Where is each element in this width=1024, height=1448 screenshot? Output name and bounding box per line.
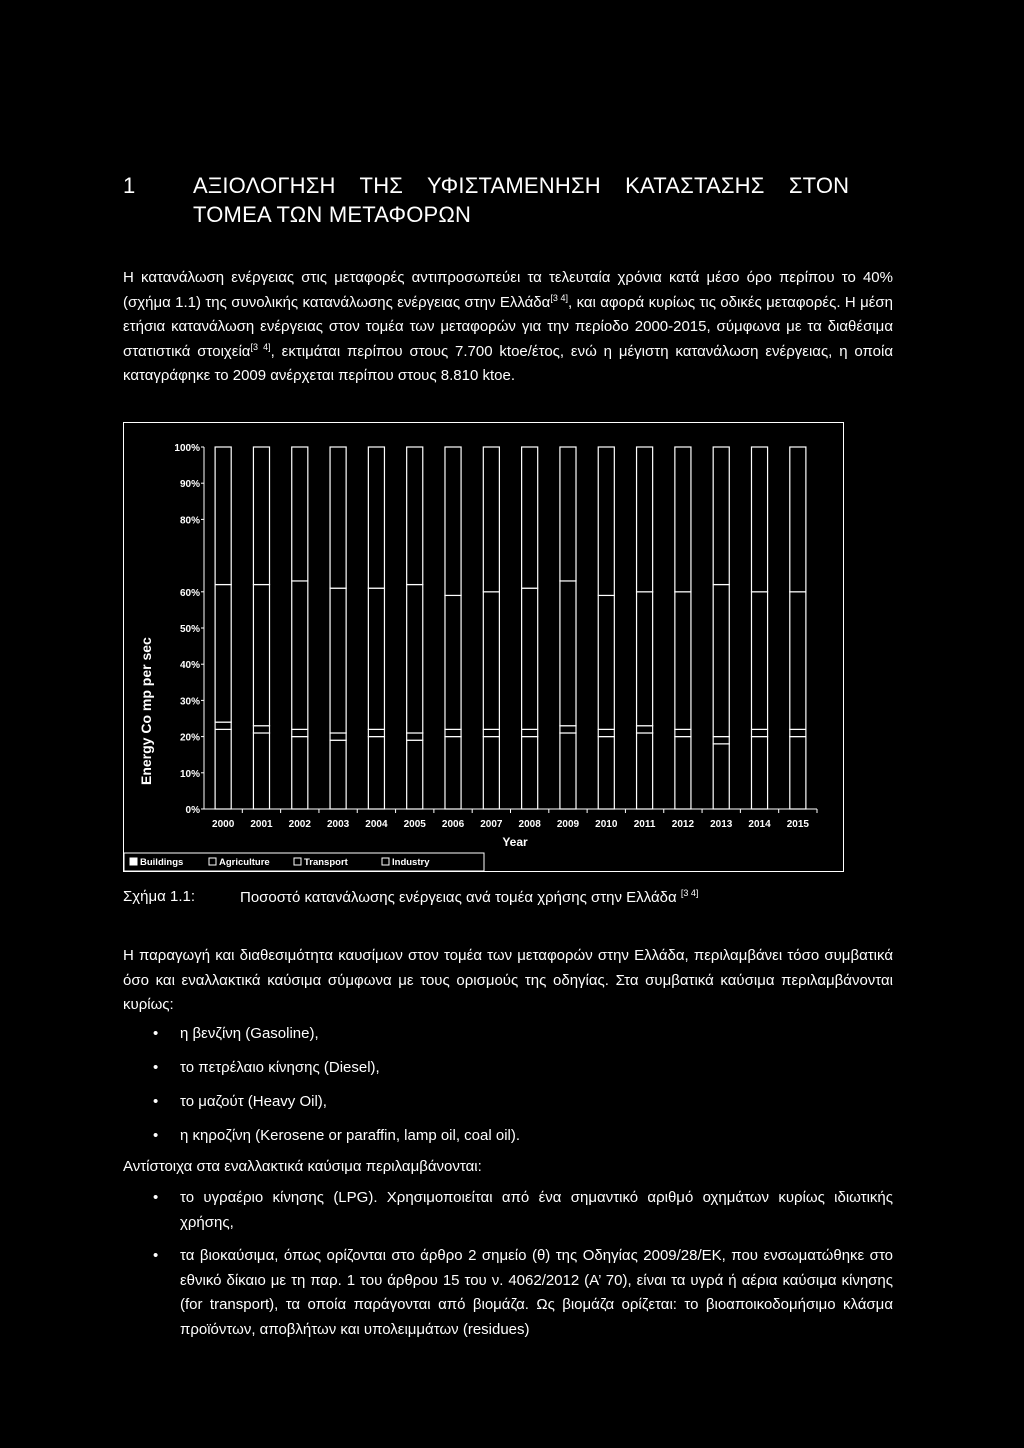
y-tick-label: 80% (179, 515, 200, 527)
x-tick-label: 2005 (403, 819, 426, 830)
bar-segment-transport (215, 585, 231, 723)
bar-segment-industry (215, 447, 231, 585)
bar-segment-transport (522, 588, 538, 729)
bar-segment-buildings (598, 737, 614, 809)
reference-marker: [3 4] (680, 888, 699, 898)
bar-segment-buildings (292, 737, 308, 809)
bar-segment-agriculture (330, 733, 346, 740)
bar-segment-agriculture (637, 726, 653, 733)
bar-segment-agriculture (790, 729, 806, 736)
bar-segment-agriculture (407, 733, 423, 740)
bar-segment-transport (790, 592, 806, 730)
bar-segment-buildings (675, 737, 691, 809)
list-item (123, 1124, 893, 1149)
bar-segment-transport (445, 595, 461, 729)
figure-caption-label: Σχήμα 1.1: (123, 888, 195, 905)
bar-segment-buildings (368, 737, 384, 809)
conventional-fuels-list (123, 1022, 893, 1158)
list-item (123, 1056, 893, 1081)
legend-label: Agriculture (219, 857, 270, 868)
bar-segment-industry (292, 447, 308, 581)
bullet-icon: • (153, 1189, 159, 1206)
bar-segment-buildings (713, 744, 729, 809)
section-title-line-2: ΤΟΜΕΑ ΤΩΝ ΜΕΤΑΦΟΡΩΝ (193, 202, 472, 227)
reference-marker: [3 4] (250, 341, 271, 352)
x-tick-label: 2011 (633, 819, 656, 830)
x-tick-label: 2004 (365, 819, 388, 830)
bar-segment-industry (483, 447, 499, 592)
bar-segment-transport (713, 585, 729, 737)
bar-segment-agriculture (713, 737, 729, 744)
list-item-text: τα βιοκαύσιμα, όπως ορίζονται στο άρθρο 2 σημείο (θ) της Οδηγίας 2009/28/ΕΚ, που ενσωματώθηκε στο εθνικό δίκαιο με τη παρ. 1 του άρθρου 15 του ν. 4062/2012 (Α’ 70), είναι τα υγρά ή αέρια καύσιμα κίνησης (for transport), τα οποία παράγονται από βιομάζα. Ως βιομάζα ορίζεται: το βιοαποικοδομήσιμο κλάσμα προϊόντων, αποβλήτων και υπολειμμάτων (residues) (180, 1247, 893, 1338)
y-axis-label: Energy Co mp per sec (138, 637, 154, 785)
legend (130, 857, 430, 868)
section-title-line-1: ΑΞΙΟΛΟΓΗΣΗ ΤΗΣ ΥΦΙΣΤΑΜΕΝΗΣΗ ΚΑΤΑΣΤΑΣΗΣ ΣΤΟΝ (193, 173, 850, 198)
list-item-text: η βενζίνη (Gasoline), (180, 1025, 319, 1042)
bar-segment-buildings (330, 740, 346, 809)
list-item (123, 1186, 893, 1235)
x-tick-label: 2015 (786, 819, 809, 830)
bar-segment-agriculture (253, 726, 269, 733)
bar-segment-agriculture (215, 722, 231, 729)
x-tick-label: 2007 (480, 819, 503, 830)
bar-segment-agriculture (445, 729, 461, 736)
fuels-paragraph: Η παραγωγή και διαθεσιμότητα καυσίμων στον τομέα των μεταφορών στην Ελλάδα, περιλαμβάνει τόσο συμβατικά όσο και εναλλακτικά καύσιμα σύμφωνα με τους ορισμούς της οδηγίας. Στα συμβατικά καύσιμα περιλαμβάνονται κυρίως: (123, 947, 893, 1013)
bar-segment-industry (713, 447, 729, 585)
bar-segment-transport (330, 588, 346, 733)
legend-swatch (209, 858, 216, 865)
bar-segment-transport (598, 595, 614, 729)
intro-paragraph (123, 266, 893, 389)
bar-segment-agriculture (751, 729, 767, 736)
bar-segment-agriculture (675, 729, 691, 736)
bar-segment-transport (751, 592, 767, 730)
bar-segment-industry (637, 447, 653, 592)
plot-area (174, 443, 817, 830)
bar-segment-agriculture (368, 729, 384, 736)
x-tick-label: 2009 (556, 819, 580, 830)
bar-segment-transport (292, 581, 308, 729)
x-tick-label: 2002 (288, 819, 311, 830)
legend-label: Buildings (140, 857, 184, 868)
bar-segment-transport (253, 585, 269, 726)
bar-segment-buildings (560, 733, 576, 809)
x-tick-label: 2003 (326, 819, 350, 830)
bar-segment-industry (330, 447, 346, 588)
list-item-text: το πετρέλαιο κίνησης (Diesel), (180, 1059, 380, 1076)
y-tick-label: 90% (179, 479, 200, 491)
energy-share-chart (124, 423, 843, 871)
bar-segment-agriculture (560, 726, 576, 733)
bar-segment-industry (445, 447, 461, 595)
intro-text-2: , και αφορά κυρίως τις οδικές μεταφορές. Η μέση ετήσια κατανάλωση ενέργειας στον τομέα των μεταφορών για την περίοδο 2000-2015, σύμφωνα με τα διαθέσιμα στατιστικά στοιχεία (123, 293, 894, 360)
bar-segment-transport (483, 592, 499, 730)
bullet-icon: • (153, 1025, 159, 1042)
legend-label: Transport (304, 857, 348, 868)
bar-segment-industry (522, 447, 538, 588)
bar-segment-buildings (445, 737, 461, 809)
alternative-fuels-intro: Αντίστοιχα στα εναλλακτικά καύσιμα περιλαμβάνονται: (123, 1158, 482, 1175)
bullet-icon: • (153, 1247, 159, 1264)
bar-segment-transport (368, 588, 384, 729)
x-tick-label: 2001 (250, 819, 273, 830)
intro-text-1: Η κατανάλωση ενέργειας στις μεταφορές αντιπροσωπεύει τα τελευταία χρόνια κατά μέσο όρο περίπου το 40% (σχήμα 1.1) της συνολικής κατανάλωσης ενέργειας στην Ελλάδα (123, 269, 893, 311)
list-item-text: το μαζούτ (Heavy Oil), (180, 1093, 327, 1110)
bullet-icon: • (153, 1127, 159, 1144)
list-item (123, 1244, 893, 1342)
legend-swatch (382, 858, 389, 865)
legend-swatch (294, 858, 301, 865)
figure-caption (240, 888, 698, 906)
bar-segment-industry (407, 447, 423, 585)
bar-segment-agriculture (598, 729, 614, 736)
bullet-icon: • (153, 1059, 159, 1076)
x-tick-label: 2014 (748, 819, 771, 830)
y-tick-label: 60% (179, 587, 200, 599)
y-tick-label: 20% (179, 732, 200, 744)
bar-segment-industry (598, 447, 614, 595)
x-axis-label: Year (502, 835, 528, 849)
bar-segment-industry (560, 447, 576, 581)
bullet-icon: • (153, 1093, 159, 1110)
bar-segment-buildings (637, 733, 653, 809)
bar-segment-agriculture (483, 729, 499, 736)
alternative-fuels-list (123, 1186, 893, 1351)
x-tick-label: 2010 (595, 819, 618, 830)
bar-segment-industry (368, 447, 384, 588)
bar-segment-transport (407, 585, 423, 733)
bar-segment-industry (790, 447, 806, 592)
x-tick-label: 2006 (441, 819, 465, 830)
list-item-text: η κηροζίνη (Kerosene or paraffin, lamp oil, coal oil). (180, 1127, 521, 1144)
chart-frame (123, 422, 844, 872)
y-tick-label: 100% (174, 443, 200, 454)
bar-segment-agriculture (292, 729, 308, 736)
bar-segment-transport (560, 581, 576, 726)
bar-segment-buildings (407, 740, 423, 809)
bar-segment-buildings (790, 737, 806, 809)
bar-segment-transport (637, 592, 653, 726)
x-tick-label: 2013 (710, 819, 733, 830)
bar-segment-buildings (483, 737, 499, 809)
y-tick-label: 0% (185, 805, 200, 816)
bar-segment-transport (675, 592, 691, 730)
reference-marker: [3 4] (550, 292, 569, 303)
intro-text-3: , εκτιμάται περίπου στους 7.700 ktoe/έτος, ενώ η μέγιστη κατανάλωση ενέργειας, η οποία καταγράφηκε το 2009 ανέρχεται περίπου στους 8.810 ktoe. (123, 342, 894, 384)
y-tick-label: 40% (179, 660, 200, 672)
bar-segment-industry (751, 447, 767, 592)
section-number: 1 (123, 173, 136, 198)
list-item-text: το υγραέριο κίνησης (LPG). Χρησιμοποιείται από ένα σημαντικό αριθμό οχημάτων κυρίως ιδιωτικής χρήσης, (180, 1189, 893, 1231)
bar-segment-buildings (751, 737, 767, 809)
bar-segment-industry (253, 447, 269, 585)
y-tick-label: 30% (179, 696, 200, 708)
x-tick-label: 2008 (518, 819, 541, 830)
bar-segment-buildings (215, 729, 231, 809)
x-tick-label: 2012 (671, 819, 695, 830)
legend-label: Industry (392, 857, 430, 868)
y-tick-label: 10% (179, 768, 200, 780)
list-item (123, 1022, 893, 1047)
list-item (123, 1090, 893, 1115)
legend-swatch (130, 858, 137, 865)
bar-segment-buildings (253, 733, 269, 809)
x-tick-label: 2000 (212, 819, 235, 830)
bar-segment-industry (675, 447, 691, 592)
y-tick-label: 50% (179, 624, 200, 635)
figure-caption-text: Ποσοστό κατανάλωσης ενέργειας ανά τομέα χρήσης στην Ελλάδα (240, 889, 677, 906)
bar-segment-agriculture (522, 729, 538, 736)
bar-segment-buildings (522, 737, 538, 809)
